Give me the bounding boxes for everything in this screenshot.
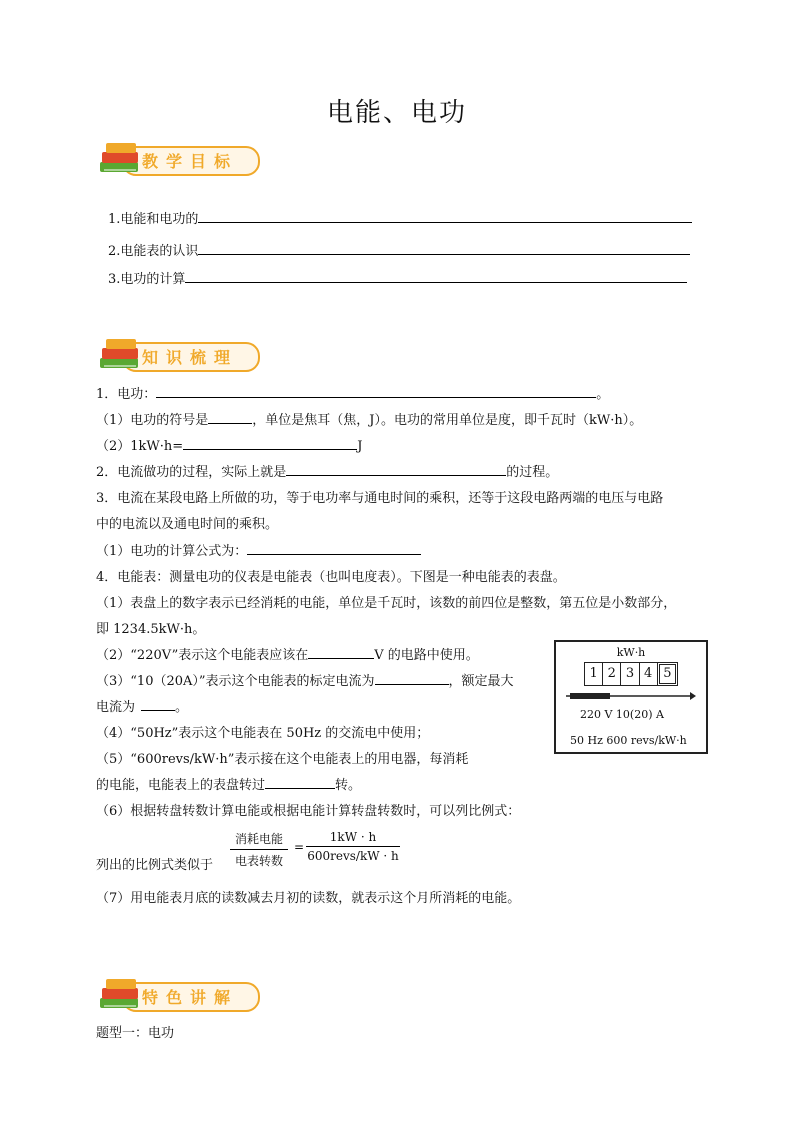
knowledge-line-9: （1）表盘上的数字表示已经消耗的电能，单位是千瓦时，该数的前四位是整数，第五位是小数部分， <box>96 596 677 611</box>
meter-digit: 3 <box>621 663 639 685</box>
meter-digits <box>584 662 678 686</box>
knowledge-line-4: 2．电流做功的过程，实际上就是 的过程。 <box>96 461 558 480</box>
fraction-numerator: 1kW · h <box>329 830 377 844</box>
books-icon <box>96 140 146 180</box>
goal-item-2: 2.电能表的认识 <box>108 240 690 259</box>
books-icon <box>96 336 146 376</box>
meter-digit: 4 <box>640 663 658 685</box>
feature-line-1: 题型一：电功 <box>96 1026 175 1041</box>
knowledge-line-15: （5）“600revs/kW·h”表示接在这个电能表上的用电器，每消耗 <box>96 752 469 767</box>
section-banner-feature <box>96 976 260 1016</box>
knowledge-line-18: 列出的比例式类似于 <box>96 858 214 873</box>
banner-label: 特色讲解 <box>142 988 239 1007</box>
banner-label: 教学目标 <box>142 152 239 171</box>
fraction-bar <box>306 846 400 847</box>
knowledge-line-8: 4．电能表：测量电功的仪表是电能表（也叫电度表）。下图是一种电能表的表盘。 <box>96 570 566 585</box>
fraction-denominator: 电表转数 <box>234 854 283 868</box>
meter-rating: 220 V 10(20) A <box>580 708 664 721</box>
meter-digit: 1 <box>585 663 603 685</box>
knowledge-line-3: （2）1kW·h= J <box>96 435 362 454</box>
meter-digit: 2 <box>603 663 621 685</box>
goal-item-3: 3.电功的计算 <box>108 268 687 287</box>
knowledge-line-1: 1．电功： 。 <box>96 383 609 402</box>
fraction-bar <box>230 849 288 850</box>
meter-unit-label: kW·h <box>616 646 646 659</box>
meter-digit-decimal: 5 <box>659 664 676 684</box>
electric-meter-figure <box>554 640 708 754</box>
banner-label: 知识梳理 <box>142 348 239 367</box>
knowledge-line-6: 中的电流以及通电时间的乘积。 <box>96 517 279 532</box>
section-banner-goals <box>96 140 260 180</box>
formula-right-fraction <box>306 830 400 863</box>
knowledge-line-16: 的电能，电能表上的表盘转过 转。 <box>96 774 361 793</box>
fraction-numerator: 消耗电能 <box>234 832 283 846</box>
knowledge-line-12: （3）“10（20A）”表示这个电能表的标定电流为 ，额定最大 <box>96 670 514 689</box>
page-title: 电能、电功 <box>326 98 467 128</box>
knowledge-line-13: 电流为 。 <box>96 696 188 715</box>
section-banner-knowledge <box>96 336 260 376</box>
goal-item-1: 1.电能和电功的 <box>108 208 692 227</box>
knowledge-line-19: （7）用电能表月底的读数减去月初的读数，就表示这个月所消耗的电能。 <box>96 891 521 906</box>
formula-equals: = <box>294 840 305 854</box>
meter-disk-arrow-icon <box>564 690 698 702</box>
knowledge-line-2: （1）电功的符号是 ，单位是焦耳（焦，J）。电功的常用单位是度，即千瓦时（kW·h）。 <box>96 409 642 428</box>
knowledge-line-10: 即 1234.5kW·h。 <box>96 622 206 637</box>
formula-left-fraction <box>230 830 288 869</box>
knowledge-line-14: （4）“50Hz”表示这个电能表在 50Hz 的交流电中使用； <box>96 726 430 741</box>
knowledge-line-11: （2）“220V”表示这个电能表应该在 V 的电路中使用。 <box>96 644 479 663</box>
meter-frequency: 50 Hz 600 revs/kW·h <box>570 734 687 747</box>
fraction-denominator: 600revs/kW · h <box>307 849 399 863</box>
knowledge-line-5: 3．电流在某段电路上所做的功，等于电功率与通电时间的乘积，还等于这段电路两端的电压与电路 <box>96 491 664 506</box>
knowledge-line-7: （1）电功的计算公式为： <box>96 540 421 559</box>
books-icon <box>96 976 146 1016</box>
knowledge-line-17: （6）根据转盘转数计算电能或根据电能计算转盘转数时，可以列比例式： <box>96 804 521 819</box>
